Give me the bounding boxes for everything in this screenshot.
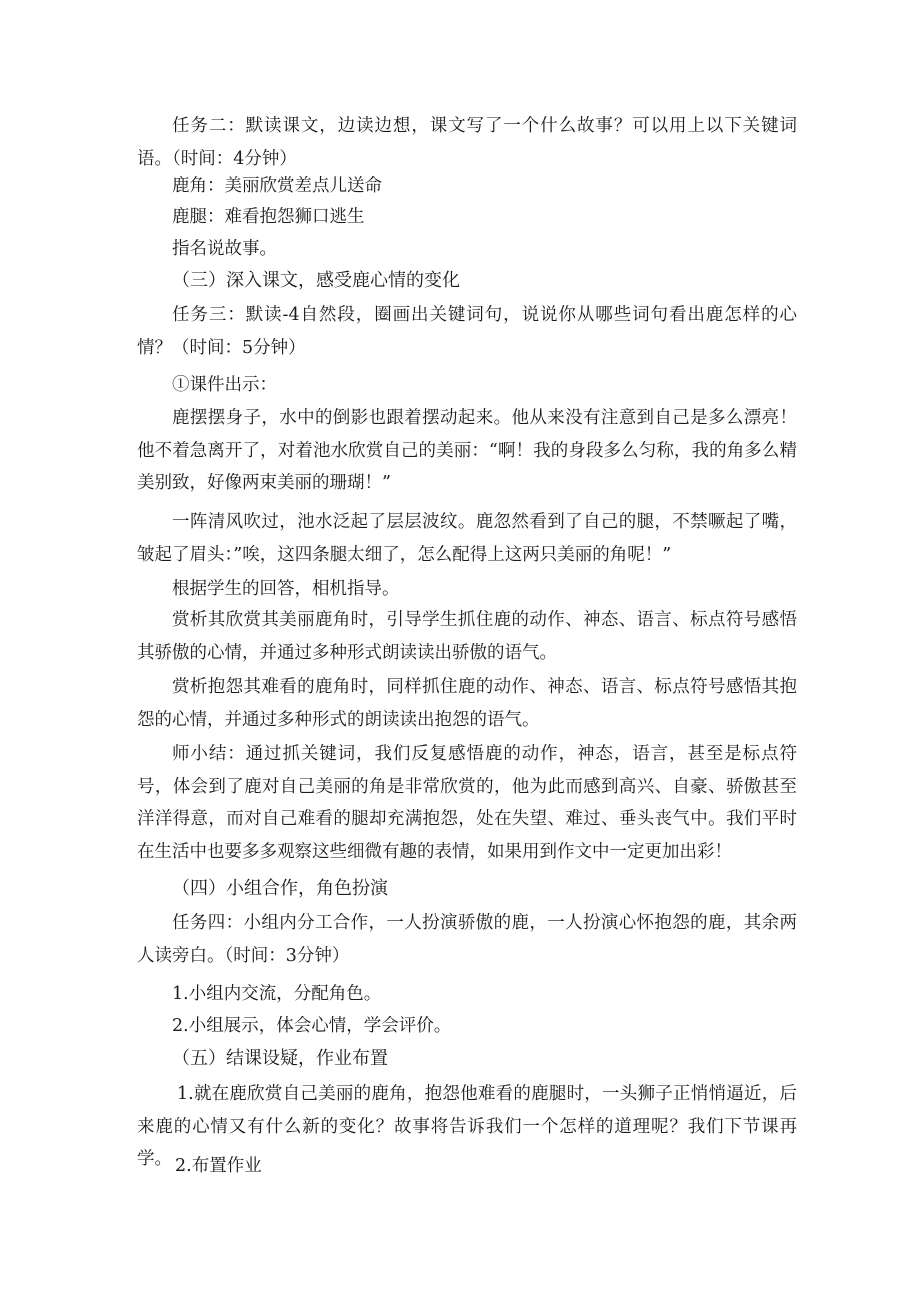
group-step-1: 1.小组内交流，分配角色。 — [172, 984, 382, 1004]
section4-heading: （四）小组合作，角色扮演 — [172, 878, 388, 899]
group-step-2: 2.小组展示，体会心情，学会评价。 — [172, 1016, 452, 1036]
leg-keywords: 鹿腿：难看抱怨狮口逃生 — [172, 207, 365, 227]
section5-heading: （五）结课设疑，作业布置 — [172, 1048, 388, 1069]
tell-story-line: 指名说故事。 — [172, 239, 277, 259]
guide-line: 根据学生的回答，相机指导。 — [172, 579, 400, 599]
analysis-paragraph-1: 赏析其欣赏其美丽鹿角时，引导学生抓住鹿的动作、神态、语言、标点符号感悟其骄傲的心情，并通过多种形式朗读读出骄傲的语气。 — [137, 610, 797, 663]
excerpt-paragraph-1: 鹿摆摆身子，水中的倒影也跟着摆动起来。他从来没有注意到自己是多么漂亮！他不着急离开了，对着池水欣赏自己的美丽：“啊！我的身段多么匀称，我的角多么精美别致，好像两束美丽的珊瑚！” — [137, 408, 797, 493]
antler-keywords: 鹿角：美丽欣赏差点儿送命 — [172, 176, 382, 196]
closing-homework: 2.布置作业 — [175, 1156, 262, 1176]
task3-paragraph: 任务三：默读-4自然段，圈画出关键词句，说说你从哪些词句看出鹿怎样的心情？（时间：5分钟） — [137, 305, 797, 358]
task4-paragraph: 任务四：小组内分工合作，一人扮演骄傲的鹿，一人扮演心怀抱怨的鹿，其余两人读旁白。（时间：3分钟） — [137, 913, 797, 966]
excerpt-paragraph-2: 一阵清风吹过，池水泛起了层层波纹。鹿忽然看到了自己的腿，不禁噘起了嘴，皱起了眉头：”唉，这四条腿太细了，怎么配得上这两只美丽的角呢！” — [137, 512, 797, 565]
analysis-paragraph-2: 赏析抱怨其难看的鹿角时，同样抓住鹿的动作、神态、语言、标点符号感悟其抱怨的心情，并通过多种形式的朗读读出抱怨的语气。 — [137, 677, 797, 730]
courseware-label: ①课件出示： — [172, 375, 277, 395]
closing-paragraph-1: 1.就在鹿欣赏自己美丽的鹿角，抱怨他难看的鹿腿时，一头狮子正悄悄逼近，后来鹿的心情又有什么新的变化？故事将告诉我们一个怎样的道理呢？我们下节课再学。 — [137, 1084, 797, 1169]
task2-paragraph: 任务二：默读课文，边读边想，课文写了一个什么故事？可以用上以下关键词语。（时间：4分钟） — [137, 116, 797, 169]
section3-heading: （三）深入课文，感受鹿心情的变化 — [172, 270, 460, 291]
teacher-summary-paragraph: 师小结：通过抓关键词，我们反复感悟鹿的动作，神态，语言，甚至是标点符号，体会到了鹿对自己美丽的角是非常欣赏的，他为此而感到高兴、自豪、骄傲甚至洋洋得意，而对自己难看的腿却充满抱怨，处在失望、难过、垂头丧气中。我们平时在生活中也要多多观察这些细微有趣的表情，如果用到作文中一定更加出彩！ — [137, 744, 797, 862]
